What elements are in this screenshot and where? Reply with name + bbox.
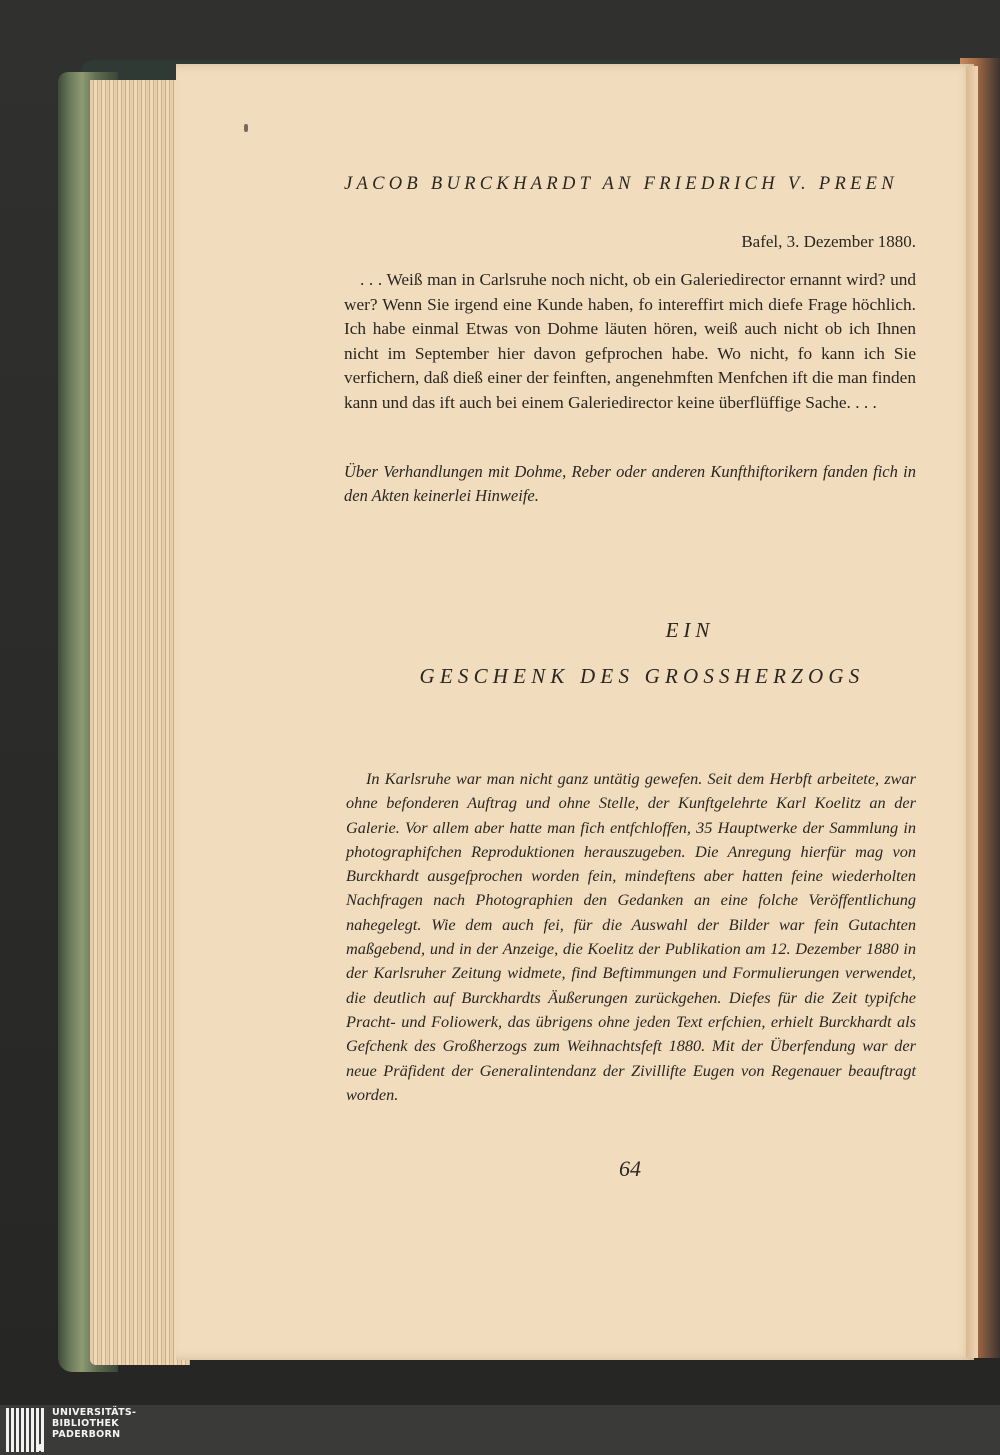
library-logo-text — [52, 1407, 136, 1440]
library-logo-line-3: PADERBORN — [52, 1429, 121, 1440]
section-title-line-1: EIN — [665, 618, 715, 642]
editorial-note: Über Verhandlungen mit Dohme, Reber oder anderen Kunfthiftorikern fanden fich in den Akten keinerlei Hinweife. — [344, 462, 916, 505]
page-edges-stack — [90, 80, 190, 1365]
next-page-edge — [966, 66, 978, 1358]
running-head: JACOB BURCKHARDT AN FRIEDRICH V. PREEN — [344, 174, 898, 194]
letter-dateline: Bafel, 3. Dezember 1880. — [741, 232, 916, 251]
section-title-line-2: GESCHENK DES GROSSHERZOGS — [419, 664, 865, 688]
ink-mark — [244, 124, 248, 132]
letter-excerpt: . . . Weiß man in Carlsruhe noch nicht, ob ein Galeriedirector ernannt wird? und wer? Wenn Sie irgend eine Kunde haben, fo intereffirt mich diefe Frage höchlich. Ich habe einmal Etwas von Dohme läuten hören, weiß auch nicht ob ich Ihnen nicht im September hier davon gefprochen habe. Wo nicht, fo kann ich Sie verfichern, daß dieß einer der feinften, angenehmften Menfchen ift die man finden kann und das ift auch bei einem Galeriedirector keine überflüffige Sache. . . . — [344, 270, 916, 412]
library-footer-bar — [0, 1405, 1000, 1455]
library-logo-line-2: BIBLIOTHEK — [52, 1418, 119, 1429]
library-logo-line-1: UNIVERSITÄTS- — [52, 1407, 137, 1418]
library-logo-dot-icon — [37, 1444, 44, 1451]
section-body-text: In Karlsruhe war man nicht ganz untätig gewefen. Seit dem Herbft arbeitete, zwar ohne befonderen Auftrag und ohne Stelle, der Kunftgelehrte Karl Koelitz an der Galerie. Vor allem aber hatte man fich entfchloffen, 35 Hauptwerke der Sammlung in photographifchen Reproduktionen herauszugeben. Die Anregung hierfür mag von Burckhardt ausgefprochen worden fein, mindeftens aber hatten feine wiederholten Nachfragen nach Photographien den Gedanken an eine folche Veröffentlichung nahegelegt. Wie dem auch fei, für die Auswahl der Bilder war fein Gutachten maßgebend, und in der Anzeige, die Koelitz der Publikation am 12. Dezember 1880 in der Karlsruher Zeitung widmete, find Beftimmungen und Formulierungen verwendet, die deutlich auf Burckhardts Äußerungen zurückgehen. Diefes für die Zeit typifche Pracht- und Foliowerk, das übrigens ohne jeden Text erfchien, erhielt Burckhardt als Gefchenk des Großherzogs zum Weihnachtsfeft 1880. Mit der Überfendung war der neue Präfident der Generalintendanz der Zivillifte Eugen von Regenauer beauftragt worden. — [346, 769, 916, 1104]
page-number: 64 — [619, 1156, 641, 1181]
